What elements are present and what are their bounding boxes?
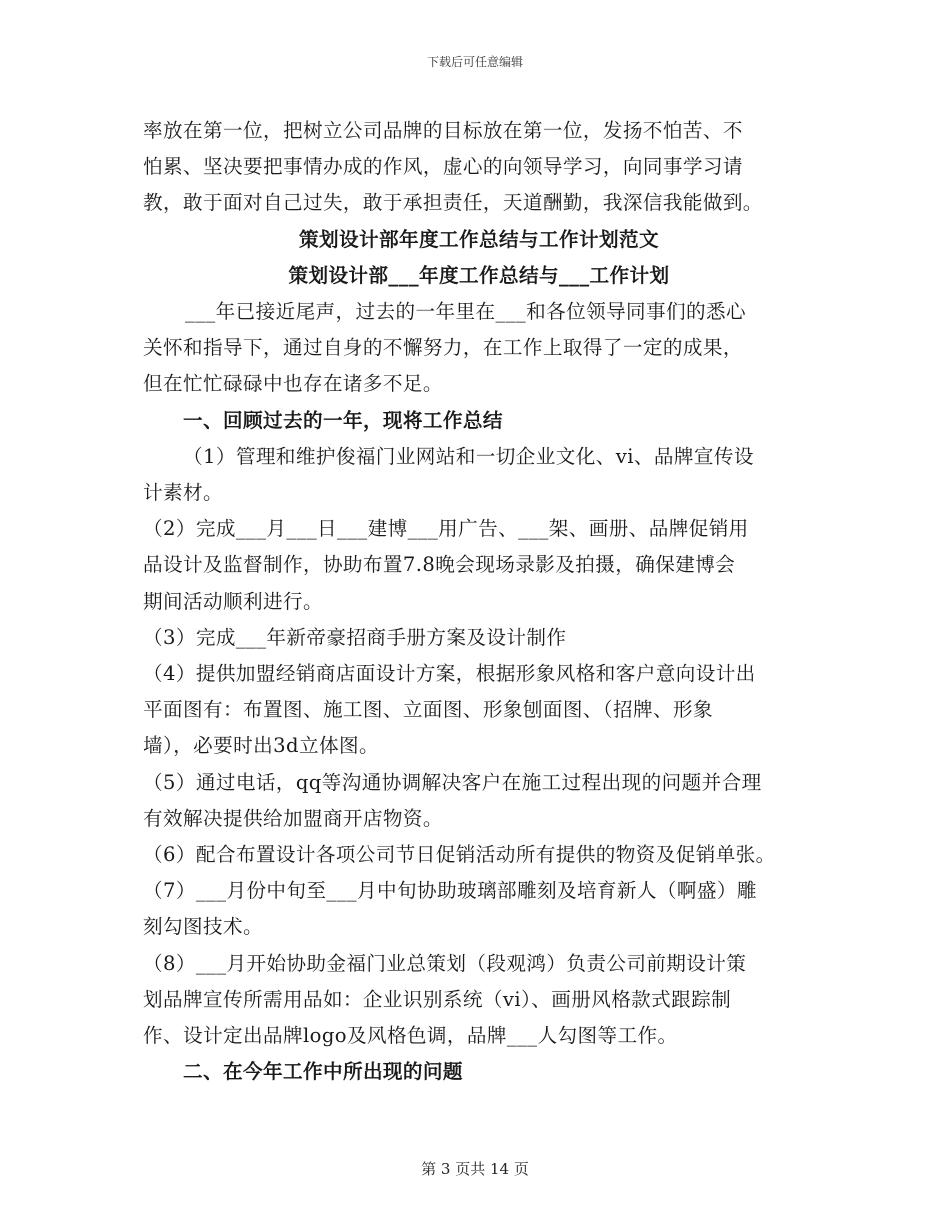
list-item-continuation: 作、设计定出品牌logo及风格色调，品牌___人勾图等工作。 — [143, 1024, 678, 1048]
body-line: 关怀和指导下，通过自身的不懈努力，在工作上取得了一定的成果， — [143, 336, 743, 360]
document-subtitle: 策划设计部___年度工作总结与___工作计划 — [288, 263, 670, 287]
list-item: （3）完成___年新帝豪招商手册方案及设计制作 — [143, 625, 567, 649]
body-line: 怕累、坚决要把事情办成的作风，虚心的向领导学习，向同事学习请 — [143, 155, 743, 179]
list-item: （2）完成___月___日___建博___用广告、___架、画册、品牌促销用 — [143, 517, 749, 541]
list-item-continuation: 刻勾图技术。 — [143, 915, 263, 939]
list-item: （1）管理和维护俊福门业网站和一切企业文化、vi、品牌宣传设 — [183, 444, 754, 468]
list-item-continuation: 划品牌宣传所需用品如：企业识别系统（vi）、画册风格款式跟踪制 — [143, 987, 732, 1011]
page-header: 下载后可任意编辑 — [426, 55, 523, 69]
body-line: ___年已接近尾声，过去的一年里在___和各位领导同事们的悉心 — [185, 300, 747, 324]
body-line: 但在忙忙碌碌中也存在诸多不足。 — [143, 372, 443, 396]
list-item-continuation: 有效解决提供给加盟商开店物资。 — [143, 806, 443, 830]
list-item-continuation: 计素材。 — [143, 481, 223, 505]
document-title: 策划设计部年度工作总结与工作计划范文 — [299, 227, 659, 251]
list-item: （5）通过电话，qq等沟通协调解决客户在施工过程出现的问题并合理 — [143, 770, 762, 794]
page-footer: 第 3 页共 14 页 — [421, 1160, 529, 1178]
body-line: 率放在第一位，把树立公司品牌的目标放在第一位，发扬不怕苦、不 — [143, 119, 743, 142]
list-item: （7）___月份中旬至___月中旬协助玻璃部雕刻及培育新人（啊盛）雕 — [143, 879, 757, 903]
section-heading: 二、在今年工作中所出现的问题 — [183, 1060, 463, 1084]
list-item: （8）___月开始协助金福门业总策划（段观鸿）负责公司前期设计策 — [143, 951, 747, 975]
list-item-continuation: 平面图有：布置图、施工图、立面图、形象刨面图、（招牌、形象 — [143, 698, 714, 722]
document-body — [143, 113, 815, 1090]
list-item: （4）提供加盟经销商店面设计方案，根据形象风格和客户意向设计出 — [143, 662, 756, 686]
section-heading: 一、回顾过去的一年，现将工作总结 — [183, 408, 503, 432]
list-item-continuation: 品设计及监督制作，协助布置7.8晚会现场录影及拍摄，确保建博会 — [143, 553, 736, 577]
list-item: （6）配合布置设计各项公司节日促销活动所有提供的物资及促销单张。 — [143, 843, 776, 867]
body-line: 教，敢于面对自己过失，敢于承担责任，天道酬勤，我深信我能做到。 — [143, 191, 763, 215]
list-item-continuation: 期间活动顺利进行。 — [143, 589, 323, 613]
list-item-continuation: 墙），必要时出3d立体图。 — [143, 734, 379, 758]
